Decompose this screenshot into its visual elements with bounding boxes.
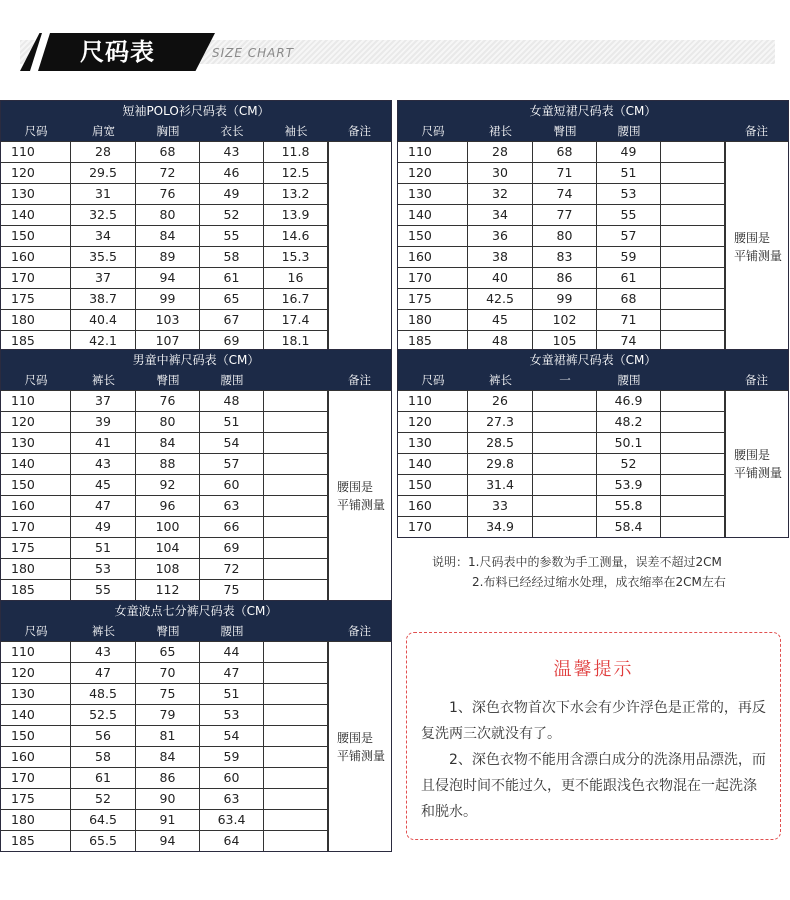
table-girls-culottes — [397, 349, 789, 538]
value-cell — [264, 747, 328, 767]
column-header: 胸围 — [156, 124, 180, 138]
remarks-cell — [328, 641, 391, 851]
value-cell — [533, 496, 597, 516]
value-cell — [264, 496, 328, 516]
size-cell: 130 — [398, 433, 468, 453]
value-cell: 71 — [533, 163, 597, 183]
size-cell: 110 — [1, 142, 71, 162]
value-cell: 48.2 — [597, 412, 661, 432]
value-cell: 51 — [200, 412, 264, 432]
value-cell — [264, 831, 328, 851]
value-cell: 65.5 — [71, 831, 136, 851]
size-cell: 110 — [398, 391, 468, 411]
value-cell — [264, 517, 328, 537]
value-cell: 53.9 — [597, 475, 661, 495]
size-cell: 140 — [1, 705, 71, 725]
value-cell — [533, 454, 597, 474]
value-cell: 112 — [136, 580, 200, 600]
value-cell: 15.3 — [264, 247, 328, 267]
size-cell: 170 — [398, 268, 468, 288]
size-cell: 185 — [1, 580, 71, 600]
value-cell: 35.5 — [71, 247, 136, 267]
value-cell — [533, 391, 597, 411]
value-cell: 88 — [136, 454, 200, 474]
column-header: 袖长 — [284, 124, 308, 138]
column-header: 腰围 — [220, 624, 244, 638]
size-cell: 140 — [1, 205, 71, 225]
column-header — [264, 370, 328, 390]
value-cell: 33 — [468, 496, 533, 516]
table-header — [398, 101, 788, 141]
size-cell: 130 — [1, 684, 71, 704]
value-cell: 94 — [136, 268, 200, 288]
value-cell: 53 — [597, 184, 661, 204]
column-header: 备注 — [745, 373, 768, 387]
size-cell: 110 — [1, 391, 71, 411]
column-header: 尺码 — [24, 624, 48, 638]
value-cell: 68 — [533, 142, 597, 162]
size-cell: 185 — [1, 331, 71, 351]
value-cell: 99 — [533, 289, 597, 309]
care-tip-2: 2、深色衣物不能用含漂白成分的洗涤用品漂洗，而且侵泡时间不能过久，更不能跟浅色衣物混在一起洗涤和脱水。 — [421, 752, 766, 820]
value-cell — [533, 433, 597, 453]
value-cell: 28 — [468, 142, 533, 162]
size-cell: 120 — [1, 412, 71, 432]
value-cell: 55.8 — [597, 496, 661, 516]
value-cell: 40 — [468, 268, 533, 288]
size-cell: 150 — [1, 726, 71, 746]
value-cell — [661, 184, 725, 204]
size-cell: 140 — [1, 454, 71, 474]
remarks-text: 腰围是 平铺测量 — [337, 479, 386, 512]
value-cell: 50.1 — [597, 433, 661, 453]
table-header — [1, 101, 391, 141]
value-cell: 96 — [136, 496, 200, 516]
size-cell: 150 — [398, 226, 468, 246]
value-cell: 37 — [71, 391, 136, 411]
column-header: 备注 — [348, 624, 371, 638]
size-cell: 180 — [1, 310, 71, 330]
value-cell: 75 — [200, 580, 264, 600]
remarks-text: 腰围是 平铺测量 — [734, 230, 783, 263]
value-cell — [264, 475, 328, 495]
value-cell: 86 — [533, 268, 597, 288]
value-cell: 100 — [136, 517, 200, 537]
value-cell: 16.7 — [264, 289, 328, 309]
table-girls-skirt — [397, 100, 789, 352]
column-header: 尺码 — [421, 124, 445, 138]
value-cell: 46.9 — [597, 391, 661, 411]
size-cell: 140 — [398, 454, 468, 474]
value-cell: 72 — [200, 559, 264, 579]
value-cell: 105 — [533, 331, 597, 351]
size-cell: 160 — [1, 247, 71, 267]
value-cell: 54 — [200, 433, 264, 453]
value-cell: 29.5 — [71, 163, 136, 183]
value-cell: 103 — [136, 310, 200, 330]
value-cell: 49 — [71, 517, 136, 537]
value-cell: 43 — [71, 454, 136, 474]
value-cell: 46 — [200, 163, 264, 183]
value-cell: 44 — [200, 642, 264, 662]
page-title: 尺码表 — [80, 38, 155, 66]
size-chart-banner — [0, 0, 790, 90]
table-header — [398, 350, 788, 390]
size-cell: 120 — [1, 163, 71, 183]
footnote-line-1: 说明：1.尺码表中的参数为手工测量，误差不超过2CM — [432, 555, 722, 569]
value-cell: 49 — [200, 184, 264, 204]
value-cell — [264, 412, 328, 432]
value-cell: 49 — [597, 142, 661, 162]
value-cell: 69 — [200, 538, 264, 558]
value-cell: 13.9 — [264, 205, 328, 225]
size-cell: 110 — [1, 642, 71, 662]
value-cell: 74 — [597, 331, 661, 351]
value-cell: 38.7 — [71, 289, 136, 309]
value-cell — [264, 538, 328, 558]
remarks-cell — [328, 141, 391, 351]
size-cell: 175 — [398, 289, 468, 309]
column-header: 备注 — [348, 373, 371, 387]
value-cell — [264, 726, 328, 746]
value-cell: 41 — [71, 433, 136, 453]
value-cell: 58 — [71, 747, 136, 767]
value-cell — [264, 454, 328, 474]
value-cell — [264, 705, 328, 725]
value-cell: 40.4 — [71, 310, 136, 330]
table-polo-shirt — [0, 100, 392, 352]
value-cell: 76 — [136, 184, 200, 204]
value-cell: 72 — [136, 163, 200, 183]
value-cell: 59 — [597, 247, 661, 267]
value-cell: 81 — [136, 726, 200, 746]
value-cell: 54 — [200, 726, 264, 746]
size-cell: 150 — [398, 475, 468, 495]
column-header: 一 — [559, 373, 571, 387]
footnote — [432, 552, 726, 592]
value-cell: 61 — [71, 768, 136, 788]
care-tips-title: 温馨提示 — [553, 659, 634, 680]
column-header: 衣长 — [220, 124, 244, 138]
remarks-text: 腰围是 平铺测量 — [337, 730, 386, 763]
value-cell: 90 — [136, 789, 200, 809]
value-cell — [533, 517, 597, 537]
value-cell: 63 — [200, 789, 264, 809]
value-cell: 68 — [136, 142, 200, 162]
value-cell: 31 — [71, 184, 136, 204]
value-cell: 63.4 — [200, 810, 264, 830]
column-header — [661, 121, 725, 141]
value-cell: 55 — [200, 226, 264, 246]
value-cell: 64 — [200, 831, 264, 851]
table-header — [1, 350, 391, 390]
size-cell: 120 — [398, 163, 468, 183]
care-tip-1: 1、深色衣物首次下水会有少许浮色是正常的，再反复洗两三次就没有了。 — [421, 700, 766, 742]
value-cell: 47 — [71, 663, 136, 683]
value-cell: 55 — [71, 580, 136, 600]
column-header: 裤长 — [92, 373, 115, 387]
column-header: 腰围 — [617, 124, 641, 138]
value-cell: 37 — [71, 268, 136, 288]
column-header: 臀围 — [553, 124, 577, 138]
value-cell: 48 — [468, 331, 533, 351]
value-cell: 52.5 — [71, 705, 136, 725]
value-cell — [661, 454, 725, 474]
table-title: 短袖POLO衫尺码表（CM） — [122, 104, 270, 118]
value-cell: 84 — [136, 433, 200, 453]
column-header: 臀围 — [156, 624, 180, 638]
value-cell: 71 — [597, 310, 661, 330]
value-cell: 43 — [200, 142, 264, 162]
value-cell: 18.1 — [264, 331, 328, 351]
size-cell: 175 — [1, 789, 71, 809]
size-cell: 160 — [398, 496, 468, 516]
value-cell: 34 — [468, 205, 533, 225]
value-cell: 56 — [71, 726, 136, 746]
value-cell — [661, 289, 725, 309]
size-cell: 185 — [1, 831, 71, 851]
column-header: 腰围 — [617, 373, 641, 387]
value-cell: 80 — [533, 226, 597, 246]
table-header — [1, 601, 391, 641]
column-header: 尺码 — [24, 124, 48, 138]
column-header: 臀围 — [156, 373, 180, 387]
value-cell: 28 — [71, 142, 136, 162]
value-cell: 53 — [71, 559, 136, 579]
value-cell: 65 — [136, 642, 200, 662]
size-cell: 140 — [398, 205, 468, 225]
size-cell: 120 — [398, 412, 468, 432]
column-header: 备注 — [745, 124, 768, 138]
size-cell: 170 — [1, 517, 71, 537]
value-cell: 42.1 — [71, 331, 136, 351]
care-tips-box — [406, 632, 781, 840]
value-cell: 61 — [200, 268, 264, 288]
size-cell: 175 — [1, 538, 71, 558]
value-cell: 94 — [136, 831, 200, 851]
size-cell: 180 — [398, 310, 468, 330]
value-cell: 30 — [468, 163, 533, 183]
value-cell: 17.4 — [264, 310, 328, 330]
value-cell: 80 — [136, 412, 200, 432]
value-cell: 14.6 — [264, 226, 328, 246]
value-cell — [661, 226, 725, 246]
value-cell: 48.5 — [71, 684, 136, 704]
value-cell — [264, 642, 328, 662]
value-cell: 91 — [136, 810, 200, 830]
value-cell: 63 — [200, 496, 264, 516]
column-header: 腰围 — [220, 373, 244, 387]
value-cell: 39 — [71, 412, 136, 432]
value-cell: 57 — [200, 454, 264, 474]
column-header — [661, 370, 725, 390]
column-header: 裙长 — [489, 124, 512, 138]
value-cell: 64.5 — [71, 810, 136, 830]
value-cell: 51 — [71, 538, 136, 558]
value-cell — [661, 142, 725, 162]
remarks-cell — [725, 141, 788, 351]
size-cell: 180 — [1, 810, 71, 830]
value-cell: 16 — [264, 268, 328, 288]
value-cell: 12.5 — [264, 163, 328, 183]
size-cell: 150 — [1, 226, 71, 246]
size-cell: 130 — [1, 184, 71, 204]
value-cell: 47 — [200, 663, 264, 683]
value-cell: 70 — [136, 663, 200, 683]
remarks-text: 腰围是 平铺测量 — [734, 448, 783, 480]
value-cell — [661, 433, 725, 453]
value-cell: 86 — [136, 768, 200, 788]
column-header: 尺码 — [24, 373, 48, 387]
value-cell: 60 — [200, 768, 264, 788]
table-boys-shorts — [0, 349, 392, 601]
column-header: 备注 — [348, 124, 371, 138]
value-cell: 52 — [200, 205, 264, 225]
value-cell: 77 — [533, 205, 597, 225]
value-cell: 107 — [136, 331, 200, 351]
value-cell — [264, 433, 328, 453]
value-cell: 32 — [468, 184, 533, 204]
size-cell: 170 — [1, 768, 71, 788]
value-cell: 45 — [71, 475, 136, 495]
size-cell: 170 — [398, 517, 468, 537]
value-cell: 92 — [136, 475, 200, 495]
value-cell — [661, 391, 725, 411]
value-cell: 60 — [200, 475, 264, 495]
value-cell: 74 — [533, 184, 597, 204]
value-cell — [661, 247, 725, 267]
value-cell — [661, 310, 725, 330]
value-cell — [661, 412, 725, 432]
value-cell: 36 — [468, 226, 533, 246]
value-cell — [264, 559, 328, 579]
value-cell: 28.5 — [468, 433, 533, 453]
value-cell — [264, 684, 328, 704]
size-cell: 110 — [398, 142, 468, 162]
column-header: 肩宽 — [92, 124, 115, 138]
value-cell: 27.3 — [468, 412, 533, 432]
value-cell: 57 — [597, 226, 661, 246]
value-cell: 26 — [468, 391, 533, 411]
value-cell: 58.4 — [597, 517, 661, 537]
value-cell: 99 — [136, 289, 200, 309]
value-cell: 76 — [136, 391, 200, 411]
value-cell — [264, 391, 328, 411]
column-header: 裤长 — [92, 624, 115, 638]
size-cell: 160 — [1, 496, 71, 516]
remarks-cell — [328, 390, 391, 600]
value-cell: 67 — [200, 310, 264, 330]
value-cell: 79 — [136, 705, 200, 725]
size-cell: 130 — [1, 433, 71, 453]
value-cell: 55 — [597, 205, 661, 225]
value-cell: 34 — [71, 226, 136, 246]
value-cell: 47 — [71, 496, 136, 516]
value-cell: 104 — [136, 538, 200, 558]
value-cell — [264, 810, 328, 830]
size-cell: 120 — [1, 663, 71, 683]
value-cell: 66 — [200, 517, 264, 537]
value-cell: 34.9 — [468, 517, 533, 537]
page-subtitle: SIZE CHART — [212, 46, 295, 60]
value-cell: 80 — [136, 205, 200, 225]
value-cell: 11.8 — [264, 142, 328, 162]
value-cell — [661, 205, 725, 225]
size-cell: 150 — [1, 475, 71, 495]
size-cell: 175 — [1, 289, 71, 309]
value-cell: 53 — [200, 705, 264, 725]
value-cell: 29.8 — [468, 454, 533, 474]
value-cell: 84 — [136, 747, 200, 767]
remarks-cell — [725, 390, 788, 537]
value-cell: 48 — [200, 391, 264, 411]
value-cell: 61 — [597, 268, 661, 288]
column-header — [264, 621, 328, 641]
value-cell — [661, 331, 725, 351]
value-cell: 75 — [136, 684, 200, 704]
size-cell: 180 — [1, 559, 71, 579]
table-girls-polka-pants — [0, 600, 392, 852]
size-cell: 130 — [398, 184, 468, 204]
value-cell: 102 — [533, 310, 597, 330]
value-cell: 38 — [468, 247, 533, 267]
value-cell: 32.5 — [71, 205, 136, 225]
value-cell: 89 — [136, 247, 200, 267]
value-cell: 45 — [468, 310, 533, 330]
value-cell: 69 — [200, 331, 264, 351]
value-cell — [264, 580, 328, 600]
size-cell: 160 — [398, 247, 468, 267]
value-cell: 52 — [71, 789, 136, 809]
size-cell: 160 — [1, 747, 71, 767]
value-cell: 31.4 — [468, 475, 533, 495]
value-cell: 59 — [200, 747, 264, 767]
value-cell — [264, 768, 328, 788]
value-cell: 42.5 — [468, 289, 533, 309]
size-cell: 185 — [398, 331, 468, 351]
value-cell: 65 — [200, 289, 264, 309]
value-cell: 83 — [533, 247, 597, 267]
value-cell — [661, 475, 725, 495]
column-header: 尺码 — [421, 373, 445, 387]
value-cell: 43 — [71, 642, 136, 662]
value-cell: 68 — [597, 289, 661, 309]
column-header: 裤长 — [489, 373, 512, 387]
value-cell: 51 — [597, 163, 661, 183]
value-cell — [264, 789, 328, 809]
value-cell — [264, 663, 328, 683]
value-cell — [533, 412, 597, 432]
value-cell: 13.2 — [264, 184, 328, 204]
value-cell — [661, 268, 725, 288]
value-cell: 58 — [200, 247, 264, 267]
footnote-line-2: 2.布料已经经过缩水处理，成衣缩率在2CM左右 — [472, 575, 726, 589]
value-cell: 84 — [136, 226, 200, 246]
value-cell — [661, 163, 725, 183]
value-cell: 108 — [136, 559, 200, 579]
value-cell — [533, 475, 597, 495]
table-title: 女童波点七分裤尺码表（CM） — [114, 604, 278, 618]
value-cell: 51 — [200, 684, 264, 704]
table-title: 女童短裙尺码表（CM） — [529, 104, 657, 118]
size-cell: 170 — [1, 268, 71, 288]
value-cell: 52 — [597, 454, 661, 474]
value-cell — [661, 517, 725, 537]
value-cell — [661, 496, 725, 516]
table-title: 男童中裤尺码表（CM） — [132, 353, 260, 367]
table-title: 女童裙裤尺码表（CM） — [529, 353, 657, 367]
